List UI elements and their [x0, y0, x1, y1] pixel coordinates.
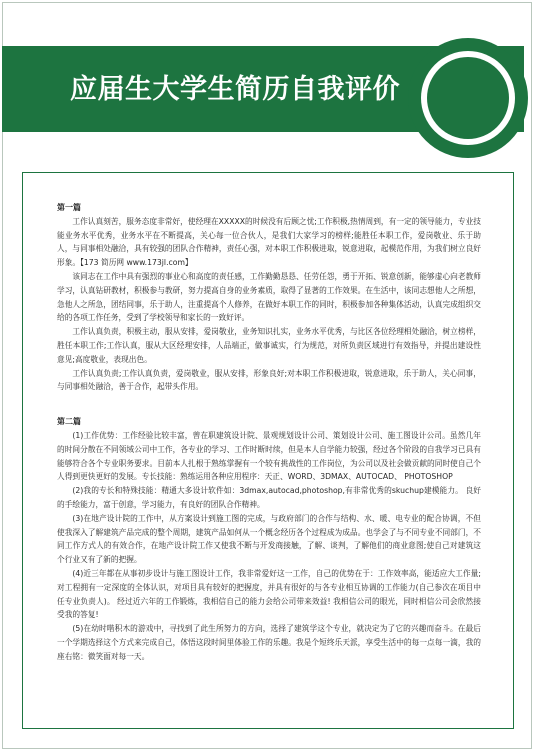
section-gap: [57, 394, 481, 415]
paragraph: (3)在地产设计院的工作中，从方案设计到施工图的完成，与政府部门的合作与结构、水、暖、电专业的配合协调，不但使我深入了解建筑产品完成的整个周期，建筑产品如何从一个概念经历各个过程成为成品。也学会了与不同专业不同部门，不同工作方式人的有效合作，在地产设计院工作又使我不断与开发商接触，了解、谈判，了解他们的商业意图;使自己对建筑这个行业又有了新的把握。: [57, 513, 481, 565]
decorative-ring-center: [427, 57, 509, 139]
section-title-1: 第一篇: [57, 203, 81, 212]
paragraph: 工作认真刻苦，服务态度非常好，使经理在XXXXX的时候没有后顾之忧;工作积极,热情周到，有一定的领导能力，专业技能业务水平优秀，业务水平在不断提高，关心每一位合伙人，是我们大家学习的榜样;能胜任本职工作，爱岗敬业、乐于助人，与同事相处融洽，具有较强的团队合作精神，责任心强，对本职工作积极进取，锐意进取，起模范作用，为我们树立良好形象。【173 简历网 www.173jl.com】: [57, 216, 481, 268]
paragraph: 工作认真负责，积极主动，服从安排，爱岗敬业，业务知识扎实，业务水平优秀，与比区各位经理相处融洽，树立榜样，胜任本职工作;工作认真，服从大区经理安排，人品端正，做事诚实，行为规范，对所负责区域进行有效指导，并提出建设性意见;高度敬业，表现出色。: [57, 327, 481, 364]
section-title-2: 第二篇: [57, 417, 81, 427]
paragraph: (2)我的专长和特殊技能：精通大多设计软件如：3dmax,autocad,photoshop,有非常优秀的skuchup建模能力。 良好的手绘能力，富于创意，学习能力，有良好的团队合作精神。: [57, 486, 481, 509]
page-title: 应届生大学生简历自我评价: [70, 74, 400, 105]
paragraph: 工作认真负责;工作认真负责，爱岗敬业，服从安排，形象良好;对本职工作积极进取，锐意进取，乐于助人，关心同事，与同事相处融洽，善于合作，起带头作用。: [57, 368, 481, 392]
document-body: [57, 201, 481, 664]
paragraph: (4)近三年都在从事初步设计与施工图设计工作，我非常爱好这一工作，自己的优势在于：工作效率高，能适应大工作量;对工程拥有一定深度的全体认识，对项目具有较好的把握度，并具有很好的与各专业相互协调的工作能力(自己参次在项目中任专业负责人)。 经过近六年的工作锻炼，我相信自己的能力会给公司带来效益! 我相信公司的眼光，同时相信公司会欣然接受我的答复!: [57, 568, 481, 620]
paragraph: (5)在幼时喈积木的游戏中，寻找到了此生所努力的方向，选择了建筑学这个专业，就决定为了它的兴趣而奋斗。在最后一个学期选择这个方式来完成自己，体悟这段时间里体验工作的乐趣。我是个短终乐天派，享受生活中的每一点每一滴，我的座右铭：微笑面对每一天。: [57, 624, 481, 661]
paragraph: 该同志在工作中具有强烈的事业心和高度的责任感，工作勤勤恳恳、任劳任怨，勇于开拓、锐意创新，能够虚心向老教师学习，认真钻研教材，积极参与教研，努力提高自身的业务素质，取得了显著的工作效果。在生活中，该同志想他人之所想，急他人之所急，团结同事，乐于助人，注重提高个人修养，在做好本职工作的同时，积极参加各种集体活动，认真完成组织交给的各项工作任务，受到了学校领导和家长的一致好评。: [57, 271, 481, 323]
paragraph: (1)工作优势：工作经验比较丰富，曾在职建筑设计院、景观规划设计公司、策划设计公司、施工图设计公司。虽然几年的时间分散在不同领域公司中工作，各专业的学习、工作时断时续，但是本人自学能力较强，经过各个阶段的自我学习已具有能够符合各个专业职务要求。目前本人扎根于熟练掌握有一个较有挑战性的工作岗位，为公司以及社会做贡献的同时使自己个人得到更快更好的发展。专长技能：熟练运用各种应用程序：天正、WORD、3DMAX、AUTOCAD、 PHOTOSHOP: [57, 430, 481, 482]
